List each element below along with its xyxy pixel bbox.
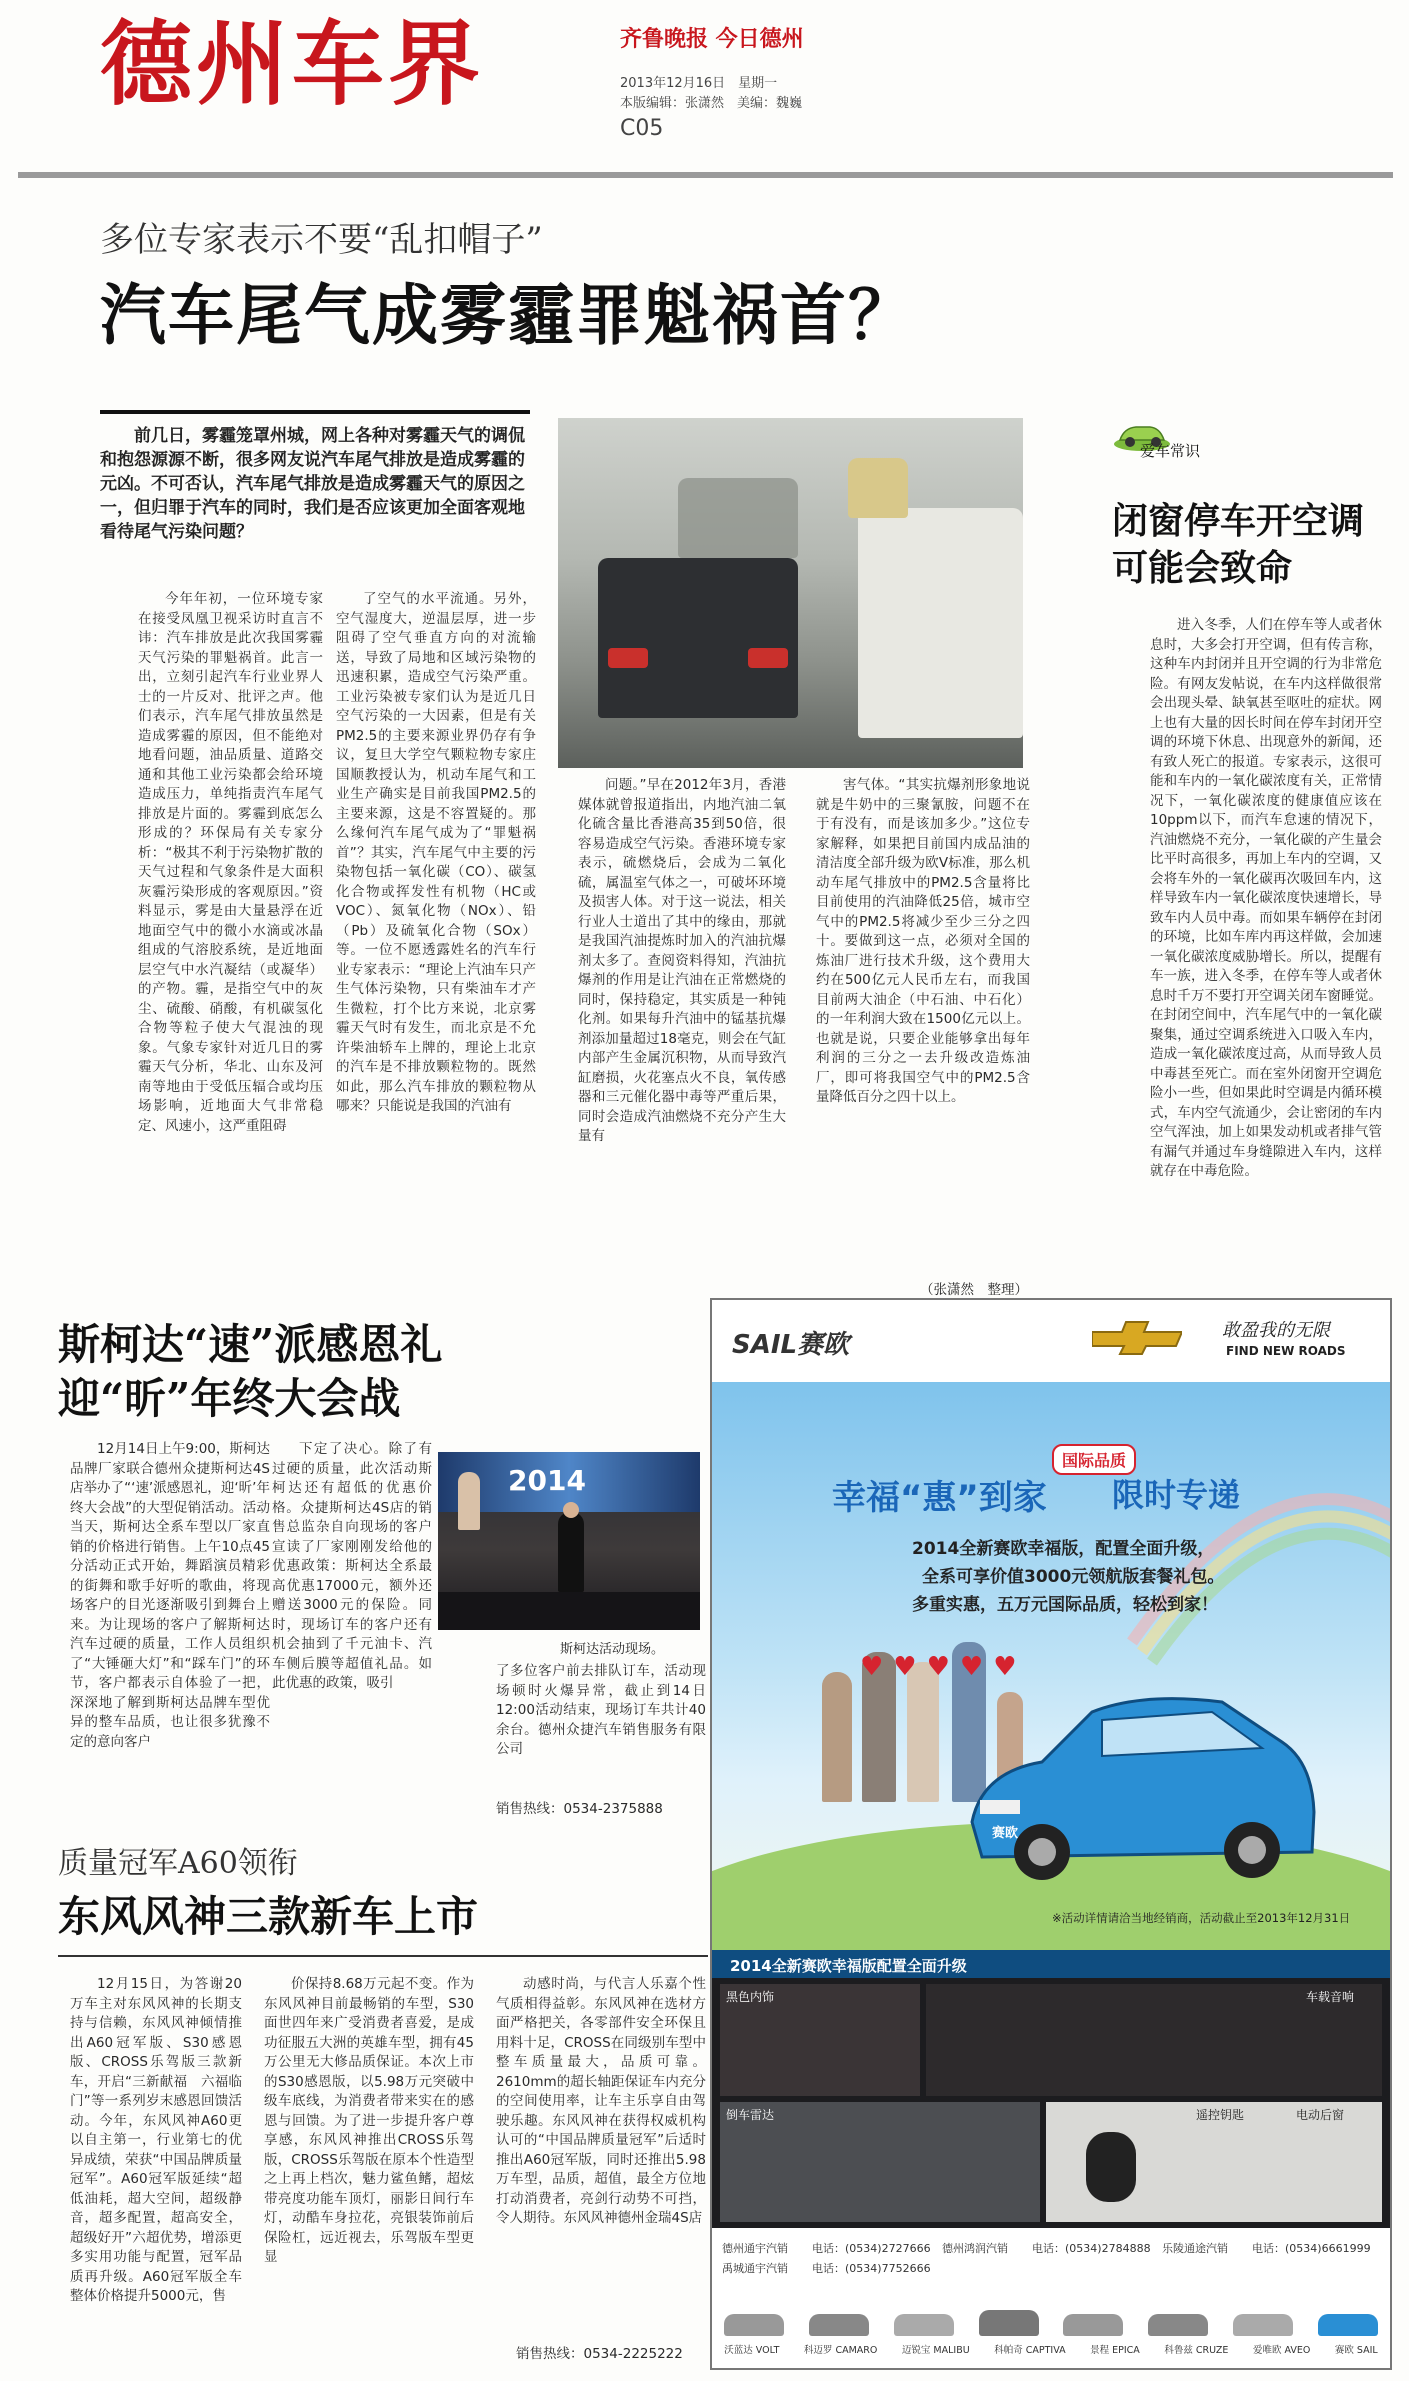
dealer-block xyxy=(712,2228,1390,2368)
skoda-event-photo xyxy=(438,1452,700,1630)
paper-name: 齐鲁晚报 今日德州 xyxy=(620,26,804,52)
model-name: 迈锐宝 MALIBU xyxy=(901,2345,970,2356)
main-kicker: 多位专家表示不要“乱扣帽子” xyxy=(100,220,543,260)
hearts-icon: ♥♥♥♥♥ xyxy=(860,1652,1027,1682)
main-byline: （张潇然 整理） xyxy=(920,1282,1028,1298)
dongfeng-headline: 东风风神三款新车上市 xyxy=(58,1892,479,1941)
upgrade-title: 2014全新赛欧幸福版配置全面升级 xyxy=(730,1957,967,1975)
chevy-slogan-cn: 敢盈我的无限 xyxy=(1222,1320,1330,1341)
main-col-2: 了空气的水平流通。另外，空气湿度大，逆温层厚，进一步阻碍了空气垂直方向的对流输送，导致了局地和区域污染物的迅速积累，造成空气污染严重。工业污染被专家们认为是近几日空气污染的一大因素，但是有关PM2.5的主要来源业界仍存有争议，复旦大学空气颗粒物专家庄国顺教授认为，机动车尾气和工业生产确实是目前我国PM2.5的主要来源，这是不容置疑的。那么缘何汽车尾气成为了“罪魁祸首”？其实，汽车尾气中主要的污染物包括一氧化碳（CO）、碳氢化合物或挥发性有机物（HC或VOC）、氮氧化物（NOx）、铅（Pb）及硫氧化合物（SOx）等。一位不愿透露姓名的汽车行业专家表示：“理论上汽油车只产生气体污染物，只有柴油车才产生微粒，打个比方来说，北京雾霾天气时有发生，而北京是不允许柴油轿车上牌的，理论上北京的汽车是不排放颗粒物的。既然如此，那么汽车排放的颗粒物从哪来？只能说是我国的汽油有 xyxy=(336,591,536,1114)
model-car-icon xyxy=(809,2314,869,2336)
stage-screen-text: 2014 xyxy=(508,1464,586,1497)
skoda-headline-1: 斯柯达“速”派感恩礼 xyxy=(58,1320,443,1369)
editors-line: 本版编辑：张潇然 美编：魏巍 xyxy=(620,96,803,111)
main-col-4: 害气体。“其实抗爆剂形象地说就是牛奶中的三聚氰胺，问题不在于有没有，而是该加多少。”这位专家解释，如果把目前国内成品油的清洁度全部升级为欧Ⅴ标准，那么机动车尾气排放中的PM2.5含量将比目前使用的汽油降低25倍，城市空气中的PM2.5将减少至少三分之四十。要做到这一点，必须对全国的炼油厂进行技术升级，这个费用大约在500亿元人民币左右，而我国目前两大油企（中石油、中石化）的一年利润大致在1500亿元以上。也就是说，只要企业能够拿出每年利润的三分之一去升级改造炼油厂，即可将我国空气中的PM2.5含量降低百分之四十以上。 xyxy=(816,777,1030,1105)
dongfeng-col-3: 动感时尚，与代言人乐嘉个性气质相得益彰。东风风神在选材方面严格把关，各零部件安全环保且用料十足，CROSS在同级别车型中整车质量最大，品质可靠。2610mm的超长轴距保证车内充分的空间使用率，让车主乐享自由驾驶乐趣。东风风神在获得权威机构认可的“中国品牌质量冠军”后适时推出A60冠军版，同时还推出5.98万车型，品质，超值，最全方位地打动消费者，亮剑行动势不可挡，令人期待。东风风神德州金瑞4S店 xyxy=(496,1976,706,2226)
ad-hero xyxy=(712,1382,1390,1950)
page-code: C05 xyxy=(620,116,664,141)
model-car-icon xyxy=(1318,2314,1378,2336)
model-names xyxy=(712,2342,1390,2356)
sail-advertisement xyxy=(710,1298,1392,2370)
feature-tile-4: 遥控钥匙 电动后窗 xyxy=(1046,2102,1382,2222)
upgrade-band xyxy=(712,1950,1390,1978)
sail-car-image xyxy=(962,1682,1322,1892)
model-name: 沃蓝达 VOLT xyxy=(724,2345,780,2356)
ad-slogan-badge: 国际品质 xyxy=(1052,1444,1136,1475)
model-car-icon xyxy=(894,2314,954,2336)
top-rule xyxy=(18,172,1393,178)
ad-slogan-main: 幸福“惠”到家 xyxy=(832,1478,1047,1518)
model-car-icon xyxy=(1148,2314,1208,2336)
dongfeng-col-1: 12月15日，为答谢20万车主对东风风神的长期支持与信赖，东风风神倾情推出A60冠军版、S30感恩版、CROSS乐驾版三款新车，开启“三新献福 六福临门”等一系列岁末感恩回馈活动。今年，东风风神A60更以自主第一，行业第七的优异成绩，荣获“中国品牌质量冠军”。A60冠军版延续“超低油耗，超大空间，超级静音，超多配置，超高安全，超级好开”六超优势，增添更多实用功能与配置，冠军品质再升级。A60冠军版全车整体价格提升5000元，售 xyxy=(70,1976,242,2304)
tips-headline: 闭窗停车开空调可能会致命 xyxy=(1112,500,1365,589)
model-car-icon xyxy=(1233,2314,1293,2336)
dealer-1-name: 德州通宇汽销 xyxy=(722,2242,788,2255)
model-lineup xyxy=(712,2290,1390,2336)
smog-traffic-photo xyxy=(558,418,1023,768)
ad-slogan-tag: 限时专递 xyxy=(1112,1476,1241,1514)
main-headline: 汽车尾气成雾霾罪魁祸首？ xyxy=(100,276,916,354)
skoda-headline-2: 迎“昕”年终大会战 xyxy=(58,1374,401,1423)
ad-header xyxy=(712,1300,1390,1382)
model-name: 科帕奇 CAPTIVA xyxy=(994,2345,1066,2356)
tips-body: 进入冬季，人们在停车等人或者休息时，大多会打开空调，但有传言称，这种车内封闭并且开空调的行为非常危险。有网友发帖说，在车内这样做很常会出现头晕、缺氧甚至呕吐的症状。网上也有大量的因长时间在停车封闭开空调的环境下休息、出现意外的新闻，还有致人死亡的报道。专家表示，这很可能和车内的一氧化碳浓度有关，正常情况下，一氧化碳浓度的健康值应该在10ppm以下，而汽车怠速的情况下，汽油燃烧不充分，一氧化碳的产生量会比平时高很多，再加上车内的空调，又会将车外的一氧化碳再次吸回车内，这样导致车内一氧化碳浓度快速增长，导致车内人员中毒。而如果车辆停在封闭的环境，比如车库内再这样做，会加速一氧化碳浓度威胁增长。所以，提醒有车一族，进入冬季，在停车等人或者休息时千万不要打开空调关闭车窗睡觉。在封闭空间中，汽车尾气中的一氧化碳聚集，通过空调系统进入口吸入车内，造成一氧化碳浓度过高，从而导致人员中毒甚至死亡。而在室外闭窗开空调危险小一些，但如果此时空调是内循环模式，车内空气流通少，会让密闭的车内空气浑浊，加上如果发动机或者排气管有漏气并通过车身缝隙进入车内，这样就存在中毒危险。 xyxy=(1150,617,1382,1179)
skoda-photo-caption: 斯柯达活动现场。 xyxy=(560,1642,665,1657)
dealer-3-tel: 电话：(0534)6661999 xyxy=(1252,2242,1371,2255)
tips-label: 爱车常识 xyxy=(1140,442,1201,460)
dongfeng-rule xyxy=(58,1955,708,1957)
main-col-3: 问题。”早在2012年3月，香港媒体就曾报道指出，内地汽油二氧化硫含量比香港高35到50倍，很容易造成空气污染。香港环境专家表示，硫燃烧后，会成为二氧化硫，属温室气体之一，可破坏环境及损害人体。对于这一说法，相关行业人士道出了其中的缘由，那就是我国汽油提炼时加入的汽油抗爆剂太多了。查阅资料得知，汽油抗爆剂的作用是让汽油在正常燃烧的同时，保持稳定，其实质是一种钝化剂。如果每升汽油中的锰基抗爆剂添加量超过18毫克，则会在气缸内部产生金属沉积物，从而导致汽缸磨损，火花塞点火不良，氧传感器和三元催化器中毒等严重后果，同时会造成汽油燃烧不充分产生大量有 xyxy=(578,777,786,1144)
ad-line-2: 全系可享价值3000元领航版套餐礼包。 xyxy=(922,1567,1225,1587)
issue-date: 2013年12月16日 星期一 xyxy=(620,76,778,91)
dealer-2-name: 德州鸿润汽销 xyxy=(942,2242,1008,2255)
model-name: 科鲁兹 CRUZE xyxy=(1164,2345,1229,2356)
skoda-hotline: 销售热线：0534-2375888 xyxy=(496,1801,663,1817)
dongfeng-hotline: 销售热线：0534-2225222 xyxy=(516,2346,683,2362)
dongfeng-col-2: 价保持8.68万元起不变。作为东风风神目前最畅销的车型，S30面世四年来广受消费者喜爱，是成功征服五大洲的英雄车型，拥有45万公里无大修品质保证。本次上市的S30感恩版，以5.98万元突破中级车底线，为消费者带来实在的感恩与回馈。为了进一步提升客户尊享感，东风风神推出CROSS乐驾版，CROSS乐驾版在原本个性造型之上再上档次，魅力鲨鱼鳍，超炫带亮度功能车顶灯，丽影日间行车灯，动酷车身拉花，亮银装饰前后保险杠，远近视去，乐驾版车型更显 xyxy=(264,1976,474,2265)
dealer-4-name: 禹城通宇汽销 xyxy=(722,2262,788,2275)
ad-line-1: 2014全新赛欧幸福版，配置全面升级， xyxy=(912,1539,1215,1559)
model-name: 赛欧 SAIL xyxy=(1334,2345,1378,2356)
car-badge: 赛欧 xyxy=(992,1826,1019,1841)
skoda-col-1: 12月14日上午9:00，斯柯达品牌厂家联合德州众捷斯柯达4S店举办了“‘速’派感恩礼，迎‘昕’年终大会战”的大型促销活动。活动当天，斯柯达全系车型以厂家直销的价格进行销售。上午10点45分活动正式开始，舞蹈演员精彩的街舞和歌手好听的歌曲，将现场客户的目光逐渐吸引到舞台上来。为让现场的客户了解斯柯达汽车过硬的质量，工作人员组织了“大锤砸大灯”和“踩车门”的环节，客户都表示自体验了一把，深深地了解到斯柯达品牌车型优异的整车品质，也让很多犹豫不定的意向客户 xyxy=(70,1441,270,1750)
model-name: 景程 EPICA xyxy=(1090,2345,1140,2356)
model-name: 科迈罗 CAMARO xyxy=(803,2345,878,2356)
dealer-3-name: 乐陵通途汽销 xyxy=(1162,2242,1228,2255)
skoda-col-3: 了多位客户前去排队订车，活动现场顿时火爆异常，截止到14日12:00活动结束，现场订车共计40余台。德州众捷汽车销售服务有限公司 xyxy=(496,1663,706,1757)
model-car-icon xyxy=(979,2310,1039,2336)
model-car-icon xyxy=(1063,2314,1123,2336)
dealer-4-tel: 电话：(0534)7752666 xyxy=(812,2262,931,2275)
ad-fineprint: ※活动详情请洽当地经销商，活动截止至2013年12月31日 xyxy=(1052,1911,1351,1925)
feature-tile-3: 倒车雷达 xyxy=(720,2102,1040,2222)
remote-key-icon xyxy=(1086,2132,1136,2202)
model-name: 爱唯欧 AVEO xyxy=(1252,2345,1311,2356)
dealer-1-tel: 电话：(0534)2727666 xyxy=(812,2242,931,2255)
dongfeng-kicker: 质量冠军A60领衔 xyxy=(58,1846,298,1881)
main-lead: 前几日，雾霾笼罩州城，网上各种对雾霾天气的调侃和抱怨源源不断，很多网友说汽车尾气排放是造成雾霾的元凶。不可否认，汽车尾气排放是造成雾霾天气的原因之一，但归罪于汽车的同时，我们是否应该更加全面客观地看待尾气污染问题？ xyxy=(100,410,530,554)
chevrolet-bowtie-icon xyxy=(1092,1320,1182,1356)
ad-line-3: 多重实惠，五万元国际品质，轻松到家！ xyxy=(912,1595,1218,1615)
skoda-col-2: 下定了决心。除了有过硬的质量，此次活动斯柯达还有超低的优惠价格。众捷斯柯达4S店的销售总监杂自向现场的客户宣读了厂家刚刚发给他的优惠政策：斯柯达全系最高优惠17000元，额外还赠送3000元的保险。同时，现场订车的客户还有机会抽到了千元油卡、汽车侧后膜等超值礼品。如此优惠的政策，吸引 xyxy=(272,1441,432,1691)
feature-tile-1: 黑色内饰 xyxy=(720,1984,920,2096)
sail-brand: SAIL赛欧 xyxy=(732,1330,850,1360)
feature-grid xyxy=(712,1978,1390,2228)
model-car-icon xyxy=(724,2314,784,2336)
dealer-2-tel: 电话：(0534)2784888 xyxy=(1032,2242,1151,2255)
main-col-1: 今年年初，一位环境专家在接受凤凰卫视采访时直言不讳：汽车排放是此次我国雾霾天气污染的罪魁祸首。此言一出，立刻引起汽车行业业界人士的一片反对、批评之声。他们表示，汽车尾气排放虽然是造成雾霾的原因，但不能绝对地看问题，油品质量、道路交通和其他工业污染都会给环境造成压力，单纯指责汽车尾气排放是片面的。雾霾到底怎么形成的？环保局有关专家分析：“极其不利于污染物扩散的天气过程和气象条件是大面积灰霾污染形成的客观原因。”资料显示，雾是由大量悬浮在近地面空气中的微小水滴或冰晶组成的气溶胶系统，是近地面层空气中水汽凝结（或凝华）的产物。霾，是指空气中的灰尘、硫酸、硝酸，有机碳氢化合物等粒子使大气混浊的现象。气象专家针对近几日的雾霾天气分析，华北、山东及河南等地由于受低压辐合或均压场影响，近地面大气非常稳定、风速小，这严重阻碍 xyxy=(138,591,323,1134)
chevy-slogan-en: FIND NEW ROADS xyxy=(1226,1344,1346,1358)
masthead-title: 德州车界 xyxy=(100,10,485,118)
feature-tile-2: 车载音响 xyxy=(926,1984,1382,2096)
